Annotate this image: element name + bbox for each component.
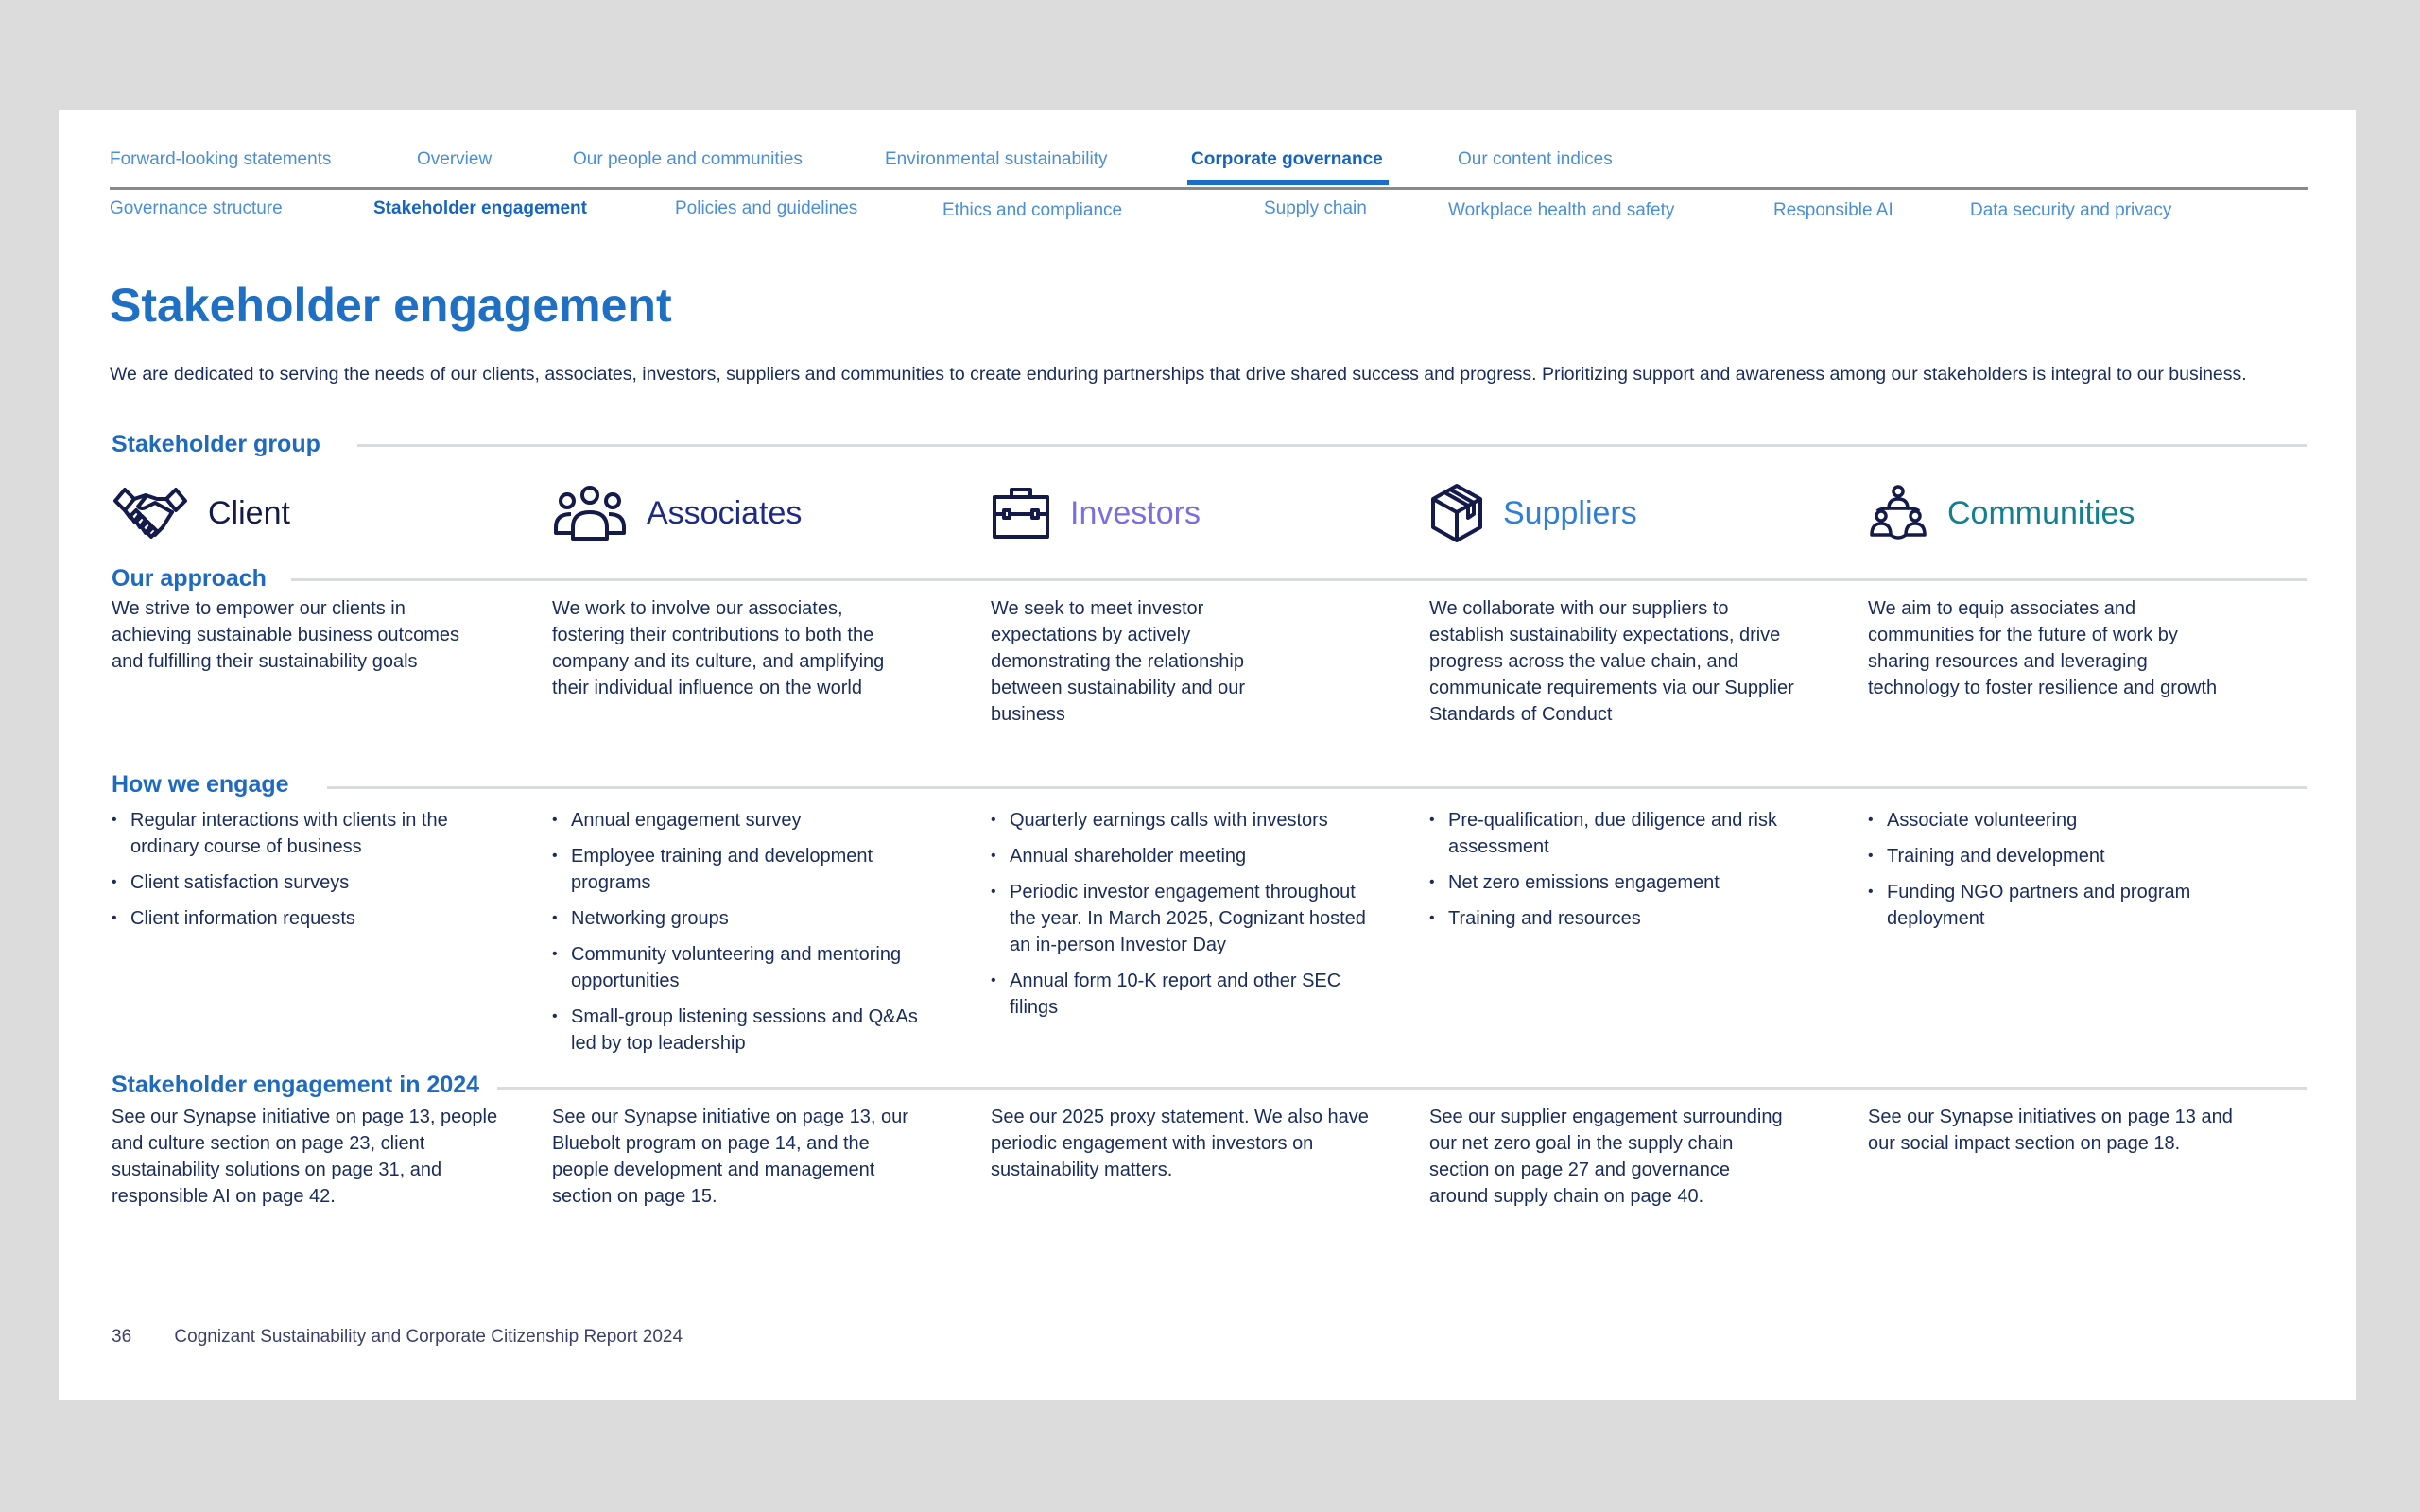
approach-text-associates: We work to involve our associates, fostering their contributions to both the company and its culture, and amplifying their individual influence on the world (552, 598, 885, 698)
list-item: • Annual form 10-K report and other SEC filings (991, 968, 1378, 1021)
community-network-icon (1868, 484, 1928, 542)
engagement-2024-investors: See our 2025 proxy statement. We also have periodic engagement with investors on sustainability matters. (991, 1107, 1369, 1180)
approach-text-suppliers: We collaborate with our suppliers to establish sustainability expectations, drive progress across the value chain, and communicate requirements via our Supplier Standards of Conduct (1429, 598, 1794, 725)
subnav-responsible-ai[interactable]: Responsible AI (1773, 200, 1893, 220)
briefcase-icon (991, 484, 1051, 542)
nav-overview[interactable]: Overview (417, 149, 493, 169)
subnav-policies-and-guidelines[interactable]: Policies and guidelines (675, 198, 858, 218)
nav-environmental-sustainability[interactable]: Environmental sustainability (885, 149, 1108, 169)
group-header-associates (552, 480, 802, 546)
subnav-governance-structure[interactable]: Governance structure (110, 198, 283, 218)
list-item: • Client information requests (112, 905, 471, 932)
group-name-suppliers: Suppliers (1503, 494, 1637, 531)
group-name-client: Client (208, 494, 290, 531)
list-item: • Training and resources (1429, 905, 1817, 932)
divider (497, 1087, 2307, 1090)
section-label-engagement-2024: Stakeholder engagement in 2024 (112, 1072, 480, 1098)
section-label-stakeholder-group: Stakeholder group (112, 431, 320, 457)
page-title: Stakeholder engagement (110, 279, 672, 332)
subnav-ethics-and-compliance[interactable]: Ethics and compliance (942, 200, 1123, 220)
divider (291, 578, 2307, 581)
list-item: • Small-group listening sessions and Q&As led by top leadership (552, 1004, 921, 1057)
divider (357, 444, 2307, 447)
subnav-supply-chain[interactable]: Supply chain (1264, 198, 1367, 218)
group-name-associates: Associates (647, 494, 803, 531)
subnav-stakeholder-engagement[interactable]: Stakeholder engagement (373, 198, 587, 218)
list-item: • Networking groups (552, 905, 921, 932)
list-item: • Annual shareholder meeting (991, 843, 1378, 869)
nav-our-people-and-communities[interactable]: Our people and communities (573, 149, 803, 169)
list-item: • Periodic investor engagement throughout the year. In March 2025, Cognizant hosted an in-person Investor Day (991, 879, 1378, 958)
engagement-2024-associates: See our Synapse initiative on page 13, our Bluebolt program on page 14, and the people development and management section on page 15. (552, 1107, 908, 1207)
page-number: 36 (112, 1327, 132, 1347)
people-group-icon (552, 484, 628, 542)
list-item: • Regular interactions with clients in the ordinary course of business (112, 807, 471, 860)
engage-list-associates (552, 807, 921, 1066)
group-name-communities: Communities (1947, 494, 2135, 531)
divider (327, 786, 2307, 789)
group-header-suppliers (1429, 480, 1637, 546)
engage-list-investors (991, 807, 1378, 1030)
approach-text-investors: We seek to meet investor expectations by actively demonstrating the relationship between sustainability and our business (991, 598, 1246, 725)
group-header-client (112, 480, 290, 546)
subnav-workplace-health-and-safety[interactable]: Workplace health and safety (1448, 200, 1675, 220)
package-box-icon (1429, 482, 1484, 544)
report-page (59, 110, 2356, 1400)
report-title: Cognizant Sustainability and Corporate Citizenship Report 2024 (174, 1327, 683, 1347)
engagement-2024-suppliers: See our supplier engagement surrounding our net zero goal in the supply chain section on page 27 and governance around supply chain on page 40. (1429, 1107, 1783, 1207)
list-item: • Client satisfaction surveys (112, 869, 471, 896)
list-item: • Funding NGO partners and program deployment (1868, 879, 2227, 932)
subnav-data-security-and-privacy[interactable]: Data security and privacy (1970, 200, 2172, 220)
list-item: • Associate volunteering (1868, 807, 2227, 833)
page-footer (112, 1327, 683, 1348)
section-nav (110, 149, 2308, 190)
nav-our-content-indices[interactable]: Our content indices (1458, 149, 1613, 169)
list-item: • Pre-qualification, due diligence and risk assessment (1429, 807, 1817, 860)
nav-corporate-governance[interactable]: Corporate governance (1191, 149, 1383, 178)
approach-text-client: We strive to empower our clients in achieving sustainable business outcomes and fulfilling their sustainability goals (112, 598, 459, 672)
section-label-how-we-engage: How we engage (112, 771, 289, 798)
list-item: • Training and development (1868, 843, 2227, 869)
subsection-nav (110, 198, 2308, 227)
nav-forward-looking-statements[interactable]: Forward-looking statements (110, 149, 332, 169)
group-header-investors (991, 480, 1201, 546)
engage-list-suppliers (1429, 807, 1817, 941)
engagement-2024-communities: See our Synapse initiatives on page 13 and our social impact section on page 18. (1868, 1107, 2233, 1154)
engagement-2024-client: See our Synapse initiative on page 13, people and culture section on page 23, client sustainability solutions on page 31, and responsible AI on page 42. (112, 1107, 498, 1207)
section-label-our-approach: Our approach (112, 565, 267, 592)
group-header-communities (1868, 480, 2135, 546)
handshake-icon (112, 484, 189, 542)
intro-paragraph: We are dedicated to serving the needs of our clients, associates, investors, suppliers and communities to create enduring partnerships that drive shared success and progress. Prioritizing support and awareness among our stakeholders is integral to our business. (110, 364, 2247, 385)
engage-list-client (112, 807, 471, 941)
engage-list-communities (1868, 807, 2227, 941)
list-item: • Annual engagement survey (552, 807, 921, 833)
approach-text-communities: We aim to equip associates and communities for the future of work by sharing resources and leveraging technology to foster resilience and growth (1868, 598, 2218, 698)
list-item: • Quarterly earnings calls with investors (991, 807, 1378, 833)
list-item: • Community volunteering and mentoring opportunities (552, 941, 921, 994)
list-item: • Net zero emissions engagement (1429, 869, 1817, 896)
list-item: • Employee training and development programs (552, 843, 921, 896)
group-name-investors: Investors (1070, 494, 1201, 531)
